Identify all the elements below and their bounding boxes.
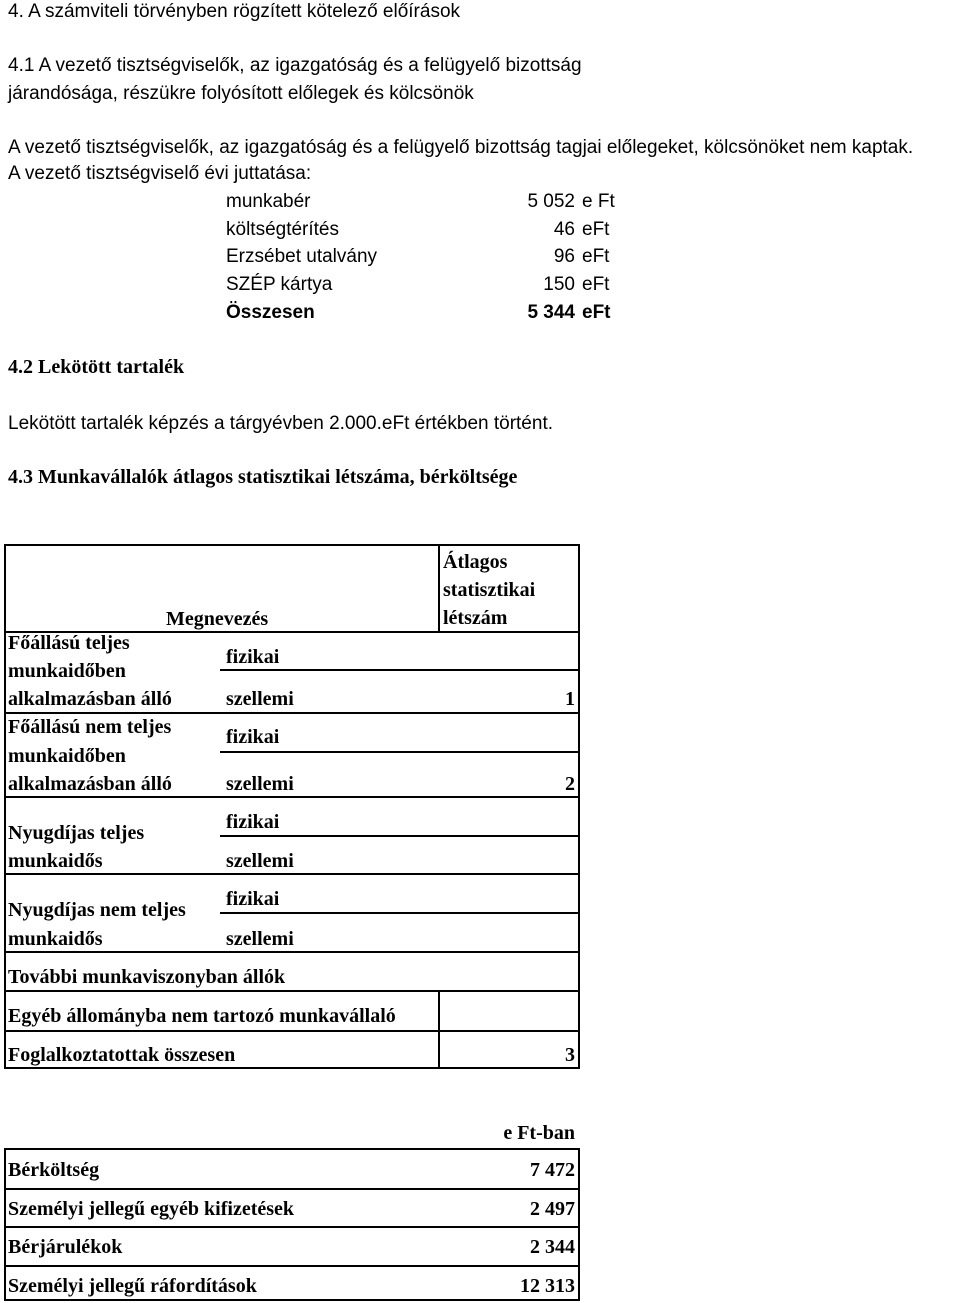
cost-row-label: Személyi jellegű egyéb kifizetések <box>8 1198 295 1220</box>
group3-label-line2: munkaidős <box>8 850 103 872</box>
group2-label-line3: alkalmazásban álló <box>8 773 172 795</box>
section-4-title: 4. A számviteli törvényben rögzített kötelező előírások <box>8 1 461 22</box>
header-name: Megnevezés <box>166 608 269 630</box>
cost-row-value: 12 313 <box>520 1275 575 1297</box>
row-other-employees: Egyéb állományba nem tartozó munkavállaló <box>8 1005 396 1027</box>
table-rule <box>438 544 440 632</box>
section-4-3-title: 4.3 Munkavállalók átlagos statisztikai létszáma, bérköltsége <box>8 466 518 488</box>
advances-statement: A vezető tisztségviselők, az igazgatóság és a felügyelő bizottság tagjai előlegeket, kölcsönöket nem kaptak. <box>8 137 914 158</box>
remuneration-item-label: Erzsébet utalvány <box>226 246 378 267</box>
group2-szellemi: szellemi <box>226 773 294 795</box>
group2-label-line1: Főállású nem teljes <box>8 716 172 738</box>
remuneration-total-value: 5 344 <box>527 302 575 323</box>
remuneration-item-value: 5 052 <box>527 191 575 212</box>
remuneration-item-label: munkabér <box>226 191 311 212</box>
group2-szellemi-value: 2 <box>565 773 575 795</box>
group1-label-line3: alkalmazásban álló <box>8 688 172 710</box>
remuneration-item-unit: eFt <box>582 246 610 267</box>
table-rule <box>4 873 580 875</box>
table-rule <box>4 1188 580 1190</box>
table-rule <box>220 669 580 671</box>
row-total-employees: Foglalkoztatottak összesen <box>8 1044 236 1066</box>
table-rule <box>578 1148 580 1301</box>
cost-row-label: Személyi jellegű ráfordítások <box>8 1275 257 1297</box>
table-rule <box>4 1299 580 1301</box>
cost-row-value: 2 497 <box>530 1198 575 1220</box>
section-4-2-title: 4.2 Lekötött tartalék <box>8 356 185 378</box>
row-total-employees-value: 3 <box>565 1044 575 1066</box>
group4-szellemi: szellemi <box>226 928 294 950</box>
table-rule <box>4 951 580 953</box>
group3-szellemi: szellemi <box>226 850 294 872</box>
remuneration-item-value: 96 <box>553 246 575 267</box>
group1-fizikai: fizikai <box>226 646 280 668</box>
remuneration-total-unit: eFt <box>582 302 611 323</box>
row-further-employees: További munkaviszonyban állók <box>8 966 286 988</box>
table-rule <box>4 1148 580 1150</box>
group1-szellemi: szellemi <box>226 688 294 710</box>
table-rule <box>4 990 580 992</box>
remuneration-item-value: 46 <box>553 219 575 240</box>
group4-label-line2: munkaidős <box>8 928 103 950</box>
remuneration-item-unit: eFt <box>582 219 610 240</box>
remuneration-item-unit: eFt <box>582 274 610 295</box>
table-rule <box>4 1030 580 1032</box>
cost-row-value: 7 472 <box>530 1159 575 1181</box>
table-rule <box>4 1148 6 1301</box>
header-value-line3: létszám <box>443 607 508 629</box>
remuneration-item-label: költségtérítés <box>226 219 339 240</box>
remuneration-item-label: SZÉP kártya <box>226 274 333 295</box>
table-rule <box>220 751 580 753</box>
group2-label-line2: munkaidőben <box>8 745 126 767</box>
remuneration-item-value: 150 <box>543 274 575 295</box>
remuneration-total-label: Összesen <box>226 302 315 323</box>
cost-row-label: Bérköltség <box>8 1159 100 1181</box>
group4-label-line1: Nyugdíjas nem teljes <box>8 899 186 921</box>
table-rule <box>220 835 580 837</box>
table-rule <box>4 1226 580 1228</box>
table-rule <box>4 796 580 798</box>
group1-label-line1: Főállású teljes <box>8 632 130 654</box>
cost-row-label: Bérjárulékok <box>8 1236 123 1258</box>
group1-szellemi-value: 1 <box>565 688 575 710</box>
section-4-1-title-line1: 4.1 A vezető tisztségviselők, az igazgatóság és a felügyelő bizottság <box>8 55 582 76</box>
table-rule <box>4 1067 580 1069</box>
group1-label-line2: munkaidőben <box>8 660 126 682</box>
table-rule <box>4 712 580 714</box>
group2-fizikai: fizikai <box>226 726 280 748</box>
cost-unit-header: e Ft-ban <box>503 1122 575 1144</box>
table-rule <box>4 544 580 546</box>
remuneration-intro: A vezető tisztségviselő évi juttatása: <box>8 163 312 184</box>
table-rule <box>220 912 580 914</box>
remuneration-item-unit: e Ft <box>582 191 615 212</box>
reserve-statement: Lekötött tartalék képzés a tárgyévben 2.000.eFt értékben történt. <box>8 413 553 434</box>
cost-row-value: 2 344 <box>530 1236 575 1258</box>
group3-fizikai: fizikai <box>226 811 280 833</box>
table-rule <box>578 544 580 1069</box>
group4-fizikai: fizikai <box>226 888 280 910</box>
group3-label-line1: Nyugdíjas teljes <box>8 822 145 844</box>
section-4-1-title-line2: járandósága, részükre folyósított előlegek és kölcsönök <box>8 83 474 104</box>
table-rule <box>4 544 6 1069</box>
header-value-line1: Átlagos <box>443 551 508 573</box>
header-value-line2: statisztikai <box>443 579 536 601</box>
table-rule <box>4 1265 580 1267</box>
